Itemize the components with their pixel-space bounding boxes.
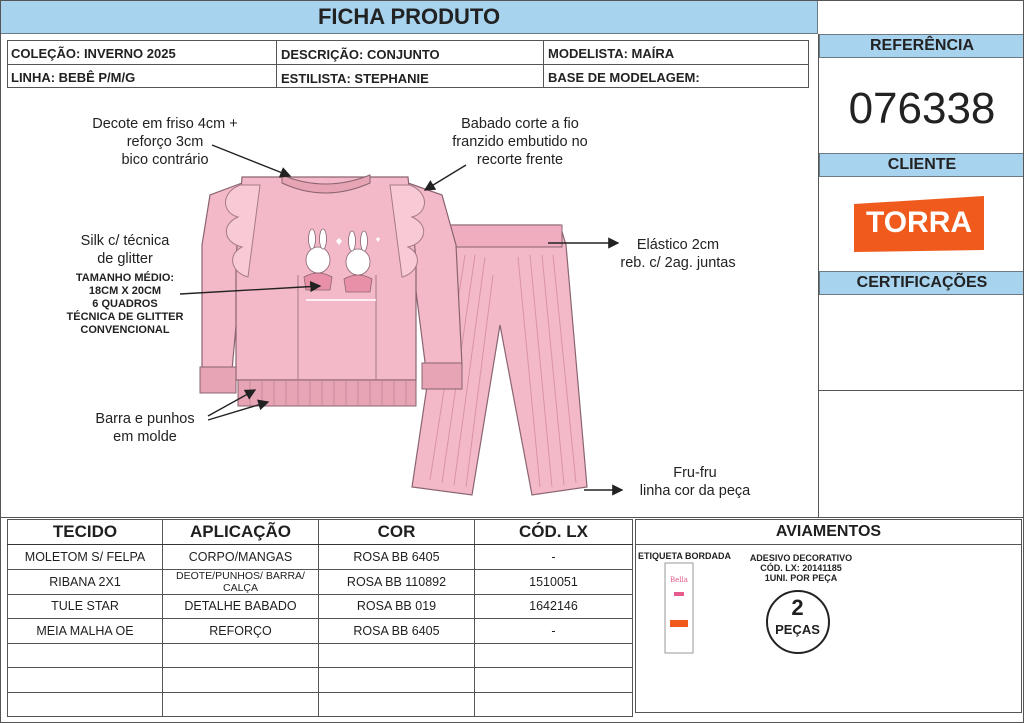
cell-tecido: TULE STAR — [8, 594, 163, 619]
aviamentos-box — [635, 519, 1022, 713]
header-cod-lx: CÓD. LX — [475, 520, 633, 545]
estilista-field: ESTILISTA: STEPHANIE — [281, 71, 429, 86]
cell-cod: - — [475, 545, 633, 570]
cell-cor — [319, 668, 475, 693]
annotation-decote: Decote em friso 4cm + reforço 3cm bico contrário — [92, 116, 238, 168]
annotation-frufru: Fru-fru linha cor da peça — [639, 465, 751, 499]
header-cor: COR — [319, 520, 475, 545]
page-title: FICHA PRODUTO — [0, 0, 818, 34]
two-pieces-badge — [766, 590, 830, 654]
cell-cor: ROSA BB 6405 — [319, 619, 475, 644]
cell-cor: ROSA BB 110892 — [319, 569, 475, 594]
fabrics-header-row — [8, 520, 633, 545]
cell-cod — [475, 692, 633, 717]
annotation-tamanho: TAMANHO MÉDIO: 18CM X 20CM 6 QUADROS TÉCNICA DE GLITTER CONVENCIONAL — [66, 272, 184, 336]
cell-aplicacao: DEOTE/PUNHOS/ BARRA/ CALÇA — [163, 569, 319, 594]
cell-cor — [319, 692, 475, 717]
cell-cod — [475, 668, 633, 693]
colecao-field: COLEÇÃO: INVERNO 2025 — [11, 46, 176, 61]
cell-cor — [319, 643, 475, 668]
cell-aplicacao — [163, 668, 319, 693]
table-row — [8, 692, 633, 717]
sidebar — [818, 34, 1024, 517]
header-tecido: TECIDO — [8, 520, 163, 545]
table-row — [8, 643, 633, 668]
cell-cod: 1642146 — [475, 594, 633, 619]
cell-cor: ROSA BB 019 — [319, 594, 475, 619]
table-row — [8, 668, 633, 693]
annotation-barra: Barra e punhos em molde — [95, 411, 195, 445]
annotation-elastico: Elástico 2cm reb. c/ 2ag. juntas — [620, 237, 736, 271]
cell-tecido — [8, 692, 163, 717]
descricao-field: DESCRIÇÃO: CONJUNTO — [281, 47, 440, 62]
linha-field: LINHA: BEBÊ P/M/G — [11, 70, 136, 85]
table-row — [8, 619, 633, 644]
cell-tecido: RIBANA 2X1 — [8, 569, 163, 594]
table-row — [8, 594, 633, 619]
torra-logo — [852, 194, 986, 250]
cell-aplicacao — [163, 643, 319, 668]
arrow-babado — [425, 165, 466, 190]
adesivo-info: ADESIVO DECORATIVO CÓD. LX: 20141185 1UNI. POR PEÇA — [749, 553, 853, 583]
cell-aplicacao: CORPO/MANGAS — [163, 545, 319, 570]
cell-cod — [475, 643, 633, 668]
referencia-value: 076338 — [848, 84, 996, 133]
cell-aplicacao: REFORÇO — [163, 619, 319, 644]
badge-number: 2 — [791, 595, 804, 620]
torra-logo-text: TORRA — [865, 206, 973, 239]
aviamentos-title: AVIAMENTOS — [636, 520, 1021, 545]
arrow-barra-1 — [208, 390, 255, 416]
cell-tecido: MOLETOM S/ FELPA — [8, 545, 163, 570]
cell-cor: ROSA BB 6405 — [319, 545, 475, 570]
base-modelagem-field: BASE DE MODELAGEM: — [548, 70, 700, 85]
annotation-babado: Babado corte a fio franzido embutido no recorte frente — [452, 116, 588, 168]
arrow-decote — [212, 145, 290, 176]
cliente-label: CLIENTE — [819, 153, 1024, 177]
annotation-silk: Silk c/ técnica de glitter — [80, 233, 170, 267]
modelista-field: MODELISTA: MAÍRA — [548, 46, 675, 61]
cell-tecido: MEIA MALHA OE — [8, 619, 163, 644]
badge-text: PEÇAS — [775, 622, 820, 637]
svg-text:Bella: Bella — [670, 576, 688, 584]
cell-cod: - — [475, 619, 633, 644]
embroidered-tag-icon — [664, 562, 694, 654]
table-row — [8, 545, 633, 570]
arrow-silk — [180, 286, 320, 294]
header-aplicacao: APLICAÇÃO — [163, 520, 319, 545]
cell-tecido — [8, 643, 163, 668]
etiqueta-label: ETIQUETA BORDADA — [638, 551, 731, 561]
cell-aplicacao: DETALHE BABADO — [163, 594, 319, 619]
certificacoes-label: CERTIFICAÇÕES — [819, 271, 1024, 295]
cell-aplicacao — [163, 692, 319, 717]
cell-tecido — [8, 668, 163, 693]
cell-cod: 1510051 — [475, 569, 633, 594]
fabrics-table — [7, 519, 633, 717]
referencia-label: REFERÊNCIA — [819, 34, 1024, 58]
table-row — [8, 569, 633, 594]
